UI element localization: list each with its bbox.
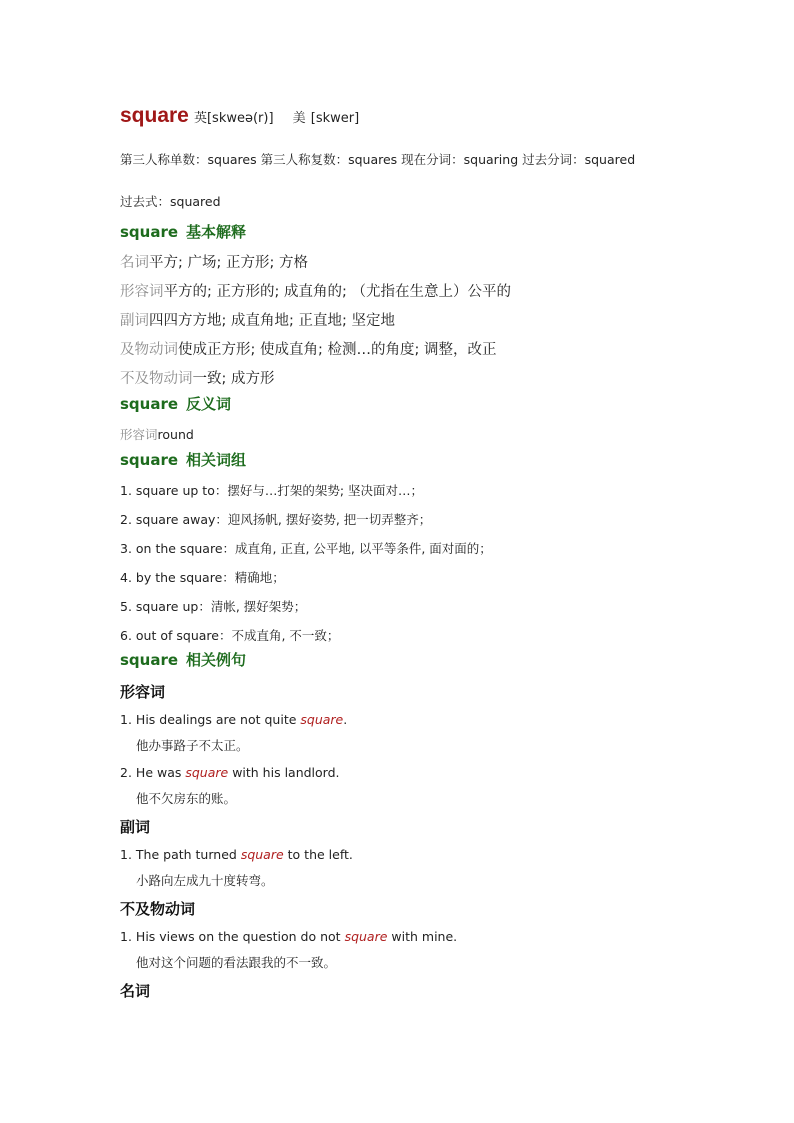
phrase-item: 2. square away：迎风扬帆, 摆好姿势, 把一切弄整齐； <box>120 512 432 527</box>
example-pos-heading: 形容词 <box>120 683 166 701</box>
section-basic-title <box>120 221 246 242</box>
phrase-item: 3. on the square：成直角, 正直, 公平地, 以平等条件, 面对面的； <box>120 541 492 556</box>
headword-line <box>120 104 359 128</box>
example-pos-heading: 不及物动词 <box>120 900 196 918</box>
definition-line <box>120 367 275 388</box>
pos-label: 形容词 <box>120 284 164 300</box>
phrase-item: 1. square up to：摆好与…打架的架势; 坚决面对…； <box>120 483 424 498</box>
example-text: He was <box>135 765 186 780</box>
antonym-word: round <box>157 427 194 442</box>
definition-line <box>120 280 511 301</box>
example-text: His views on the question do not <box>135 929 345 944</box>
section-antonym-title <box>120 393 231 414</box>
definition-text: 平方; 广场; 正方形; 方格 <box>149 255 308 271</box>
pos-label: 形容词 <box>120 427 158 442</box>
section-label: 反义词 <box>186 395 232 413</box>
example-sentence <box>120 847 353 862</box>
definition-text: 四四方方地; 成直角地; 正直地; 坚定地 <box>149 313 395 329</box>
example-sentence <box>120 765 340 780</box>
example-text: . <box>343 712 348 727</box>
past-tense-line: 过去式：squared <box>120 194 221 209</box>
section-examples-title <box>120 649 246 670</box>
example-sentence <box>120 929 457 944</box>
example-translation: 他办事路子不太正。 <box>136 738 249 753</box>
definition-line <box>120 338 496 359</box>
uk-label: 英 <box>193 111 207 126</box>
headword: square <box>120 104 189 127</box>
antonym-line <box>120 425 194 443</box>
example-text: with mine. <box>387 929 458 944</box>
us-phonetic: [skwer] <box>310 111 360 126</box>
example-text: with his landlord. <box>228 765 340 780</box>
pos-label: 副词 <box>120 313 149 329</box>
example-translation: 他不欠房东的账。 <box>136 791 237 806</box>
phrase-item: 6. out of square：不成直角, 不一致； <box>120 628 340 643</box>
example-translation: 小路向左成九十度转弯。 <box>136 873 274 888</box>
section-word: square <box>120 451 179 469</box>
section-word: square <box>120 395 179 413</box>
phrase-item: 4. by the square：精确地； <box>120 570 285 585</box>
definition-line <box>120 251 308 272</box>
section-word: square <box>120 651 179 669</box>
example-number: 1. <box>120 712 132 727</box>
example-text: to the left. <box>283 847 353 862</box>
section-label: 相关例句 <box>186 651 247 669</box>
example-number: 2. <box>120 765 132 780</box>
pos-label: 及物动词 <box>120 342 178 358</box>
example-keyword: square <box>185 765 229 780</box>
example-keyword: square <box>300 712 344 727</box>
definition-line <box>120 309 395 330</box>
definition-text: 使成正方形; 使成直角; 检测…的角度; 调整，改正 <box>178 342 497 358</box>
phrase-item: 5. square up：清帐, 摆好架势； <box>120 599 307 614</box>
example-keyword: square <box>344 929 388 944</box>
example-text: The path turned <box>135 847 241 862</box>
pos-label: 不及物动词 <box>120 371 193 387</box>
section-phrases-title <box>120 449 246 470</box>
example-keyword: square <box>240 847 284 862</box>
pos-label: 名词 <box>120 255 149 271</box>
word-forms-line: 第三人称单数：squares 第三人称复数：squares 现在分词：squaring 过去分词：squared <box>120 152 636 167</box>
example-number: 1. <box>120 847 132 862</box>
definition-text: 平方的; 正方形的; 成直角的; （尤指在生意上）公平的 <box>163 284 511 300</box>
section-word: square <box>120 223 179 241</box>
section-label: 相关词组 <box>186 451 247 469</box>
example-sentence <box>120 712 347 727</box>
definition-text: 一致; 成方形 <box>192 371 275 387</box>
example-translation: 他对这个问题的看法跟我的不一致。 <box>136 955 337 970</box>
example-pos-heading: 副词 <box>120 818 151 836</box>
example-number: 1. <box>120 929 132 944</box>
example-pos-heading: 名词 <box>120 982 151 1000</box>
us-label: 美 <box>292 111 306 126</box>
uk-phonetic: [skweə(r)] <box>206 111 274 126</box>
example-text: His dealings are not quite <box>135 712 301 727</box>
section-label: 基本解释 <box>186 223 247 241</box>
